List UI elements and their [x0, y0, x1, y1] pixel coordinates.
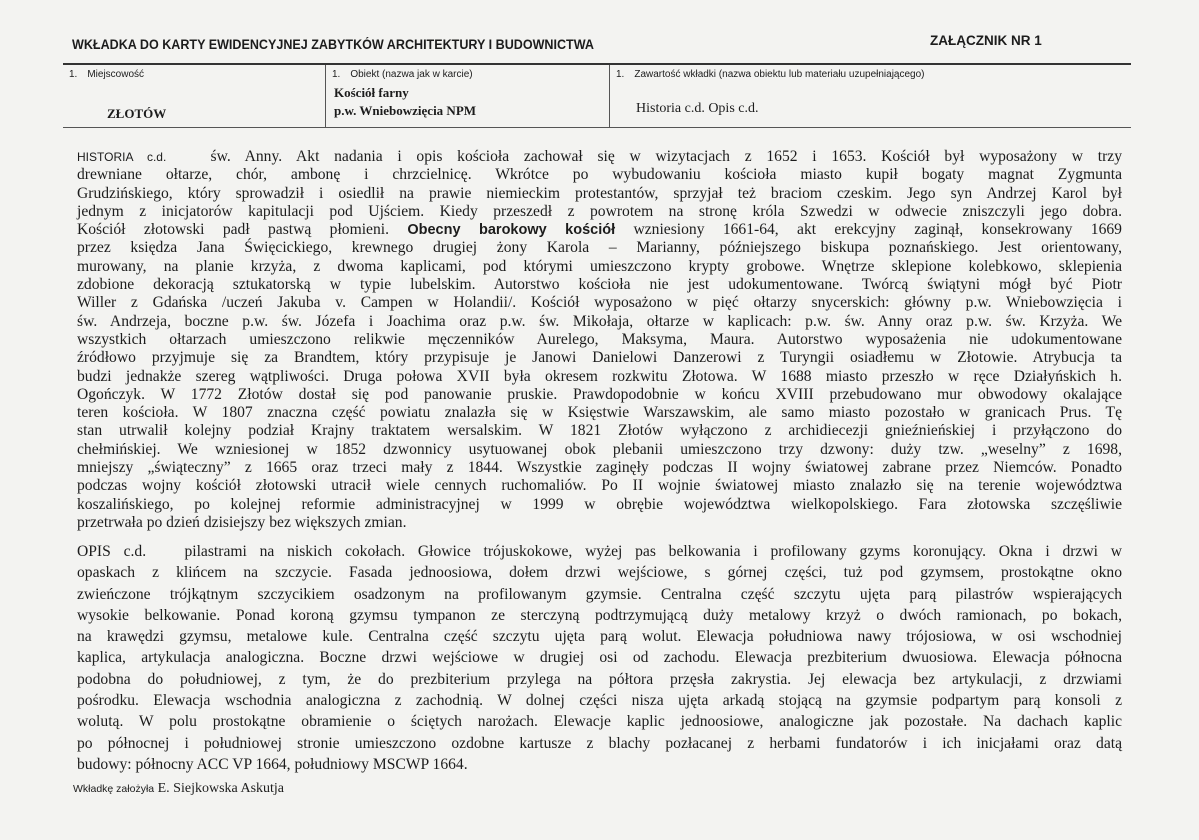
text-line: św. Andrzeja, boczne p.w. św. Józefa i Joachima oraz p.w. św. Mikołaja, ołtarze w kaplicach: p.w. św. Anny oraz p.w. św. Krzyża. We	[77, 312, 1122, 330]
text-line: Ogończyk. W 1772 Złotów dostał się pod panowanie pruskie. Prawdopodobnie w końcu XVIII przebudowano mur obwodowy okalające	[77, 385, 1122, 403]
text-line: mniejszy „świąteczny” z 1665 oraz trzeci mały z 1844. Wszystkie zaginęły podczas II wojny światowej zabrane przez Niemców. Ponadto	[77, 459, 1122, 477]
text-line: Grudzińskiego, który sprowadził i osiedlił na prawie niemieckim protestantów, sprzyjał też braciom czeskim. Jego syn Andrzej Karol był	[77, 184, 1122, 202]
history-heading: HISTORIA c.d.	[77, 150, 167, 164]
text-line: kaplica, artykulacja analogiczna. Boczne drzwi wejściowe w drugiej osi od zachodu. Elewacja prezbiterium dwuosiowa. Elewacja północna	[77, 649, 1122, 667]
text-line: podobna do południowej, z tym, że do prezbiterium przylega na półtora przęsła zakrystia. Jej elewacja bez artykulacji, z drzwiami	[77, 670, 1122, 688]
locality-cell	[63, 65, 325, 127]
text-line: podczas wojny kościół złotowski utracił wiele cennych ruchomaliów. Po II wojnie światowej miasto znalazło się na terenie województwa	[77, 477, 1122, 495]
text-segment: wzniesiony 1661-64, akt erekcyjny zaginął, konsekrowany 1669	[633, 221, 1122, 239]
text-line: na krawędzi gzymsu, metalowe kule. Centralna część szczytu ujęta parą wolut. Elewacja południowa nawy trójosiowa, w osi wschodniej	[77, 628, 1122, 646]
text-line	[77, 221, 1122, 239]
text-line: Willer z Gdańska /uczeń Jakuba v. Campen w Holandii/. Kościół wyposażono w pięć ołtarzy snycerskich: główny p.w. Wniebowzięcia i	[77, 294, 1122, 312]
text-line	[77, 541, 1122, 562]
text-line: opaskach z klińcem na szczycie. Fasada jednoosiowa, dołem drzwi wejściowe, s górnej części, tuż pod gzymsem, prostokątne okno	[77, 564, 1122, 582]
field-number: 1.	[332, 69, 341, 80]
locality-label: Miejscowość	[87, 69, 145, 80]
contents-cell	[609, 65, 1132, 127]
text-line: źródłowo przyjmuje się za Brandtem, który przypisuje je Janowi Danielowi Danzerowi z Turyngii osiadłemu w Złotowie. Atrybucja ta	[77, 349, 1122, 367]
text-line: przez księdza Jana Święcickiego, krewnego drugiej żony Karola – Marianny, późniejszego biskupa poznańskiego. Jest orientowany,	[77, 239, 1122, 257]
text-line: przetrwała po dzień dzisiejszy bez większych zmian.	[77, 513, 407, 531]
history-section	[77, 148, 1122, 532]
author-name: E. Siejkowska Askutja	[157, 781, 285, 796]
text-line: budowy: północny ACC VP 1664, południowy MSCWP 1664.	[77, 755, 468, 773]
text-line: wszystkich ołtarzach umieszczono relikwie męczenników Aurelego, Maksyma, Maura. Autorstwo wyposażenia nie udokumentowane	[77, 330, 1122, 348]
document-title: WKŁADKA DO KARTY EWIDENCYJNEJ ZABYTKÓW ARCHITEKTURY I BUDOWNICTWA	[72, 37, 594, 52]
text-line: murowany, na planie krzyża, z dwoma kaplicami, pod którymi umieszczono krypty grobowe. Wnętrze sklepione kolebkowo, sklepienia	[77, 257, 1122, 275]
object-cell	[325, 65, 610, 127]
description-section	[77, 541, 1122, 775]
header-table	[63, 63, 1131, 128]
text-line: teren kościoła. W 1807 znaczna część powiatu znalazła się w Księstwie Warszawskim, ale samo miasto pozostało w granicach Prus. Tę	[77, 404, 1122, 422]
locality-value: ZŁOTÓW	[107, 106, 167, 121]
text-line: chełmińskiej. We wzniesionej w 1852 dzwonnicy usytuowanej obok plebanii umieszczono trzy dzwony: duży tzw. „weselny” z 1698,	[77, 440, 1122, 458]
text-line: pośrodku. Elewacja wschodnia analogiczna z zachodnią. W dolnej części nisza ujęta arkadą stojącą na gzymsie podpartym parą konsoli z	[77, 692, 1122, 710]
annex-number: ZAŁĄCZNIK NR 1	[930, 33, 1042, 48]
text-line: budzi jednakże szereg wątpliwości. Druga połowa XVII była okresem rozkwitu Złotowa. W 1688 miasto przeszło w ręce Działyńskich h.	[77, 367, 1122, 385]
text-line-content: pilastrami na niskich cokołach. Głowice trójuskokowe, wyżej pas belkowania i profilowany gzyms koronujący. Okna i drzwi w	[184, 543, 1122, 560]
field-number: 1.	[616, 69, 625, 80]
contents-label: Zawartość wkładki (nazwa obiektu lub materiału uzupełniającego)	[634, 69, 925, 80]
object-label: Obiekt (nazwa jak w karcie)	[350, 69, 473, 80]
field-number: 1.	[69, 69, 78, 80]
text-line: koszalińskiego, po kolejnej reformie administracyjnej w 1999 w obrębie województwa wielkopolskiego. Fara złotowska szczęśliwie	[77, 495, 1122, 513]
text-line: drewniane ołtarze, chór, ambonę i chrzcielnicę. Wkrótce po wybudowaniu kościoła miasto kupił bogaty magnat Zygmunta	[77, 166, 1122, 184]
text-line: jednym z inicjatorów kapitulacji pod Ujściem. Kiedy przeszedł z powrotem na stronę króla Szwedzi w odwecie zniszczyli jego dobra.	[77, 202, 1122, 220]
description-heading: OPIS c.d.	[77, 543, 147, 560]
author-label: Wkładkę założyła	[73, 783, 155, 795]
text-line: zwieńczone trójkątnym szczycikiem osadzonym na profilowanym gzymsie. Centralna część szczytu ujęta parą pilastrów wspierających	[77, 585, 1122, 603]
object-value-line1: Kościół farny	[334, 85, 409, 100]
text-line: stan utrwalił kolejny podział Krajny traktatem wersalskim. W 1821 Złotów wyłączono z archidiecezji gnieźnieńskiej i przyłączono do	[77, 422, 1122, 440]
text-line: zdobione dekoracją sztukatorską w typie lubelskim. Autorstwo kościoła nie jest udokumentowane. Twórcą świątyni mógł być Piotr	[77, 276, 1122, 294]
text-line	[77, 148, 1122, 166]
text-line: wolutą. W polu prostokątne obramienie o ściętych narożach. Elewacje kaplic jednoosiowe, analogiczne jak pozostałe. Na dachach kaplic	[77, 713, 1122, 731]
contents-value: Historia c.d. Opis c.d.	[636, 101, 759, 116]
text-line: po północnej i południowej stronie umieszczono ozdobne kartusze z blachy pozłacanej z herbami fundatorów i ich inicjałami oraz datą	[77, 734, 1122, 752]
object-value-line2: p.w. Wniebowzięcia NPM	[334, 103, 477, 118]
bold-phrase: Obecny barokowy kościół	[407, 222, 616, 239]
author-line	[73, 781, 284, 797]
text-line-content: św. Anny. Akt nadania i opis kościoła zachował się w wizytacjach z 1652 i 1653. Kościół był wyposażony w trzy	[210, 148, 1123, 165]
text-line: wysokie belkowanie. Ponad koroną gzymsu tympanon ze sterczyną podtrzymującą duży metalowy krzyż o dwóch ramionach, po bokach,	[77, 606, 1122, 624]
text-segment: Kościół złotowski padł pastwą płomieni.	[77, 221, 389, 239]
